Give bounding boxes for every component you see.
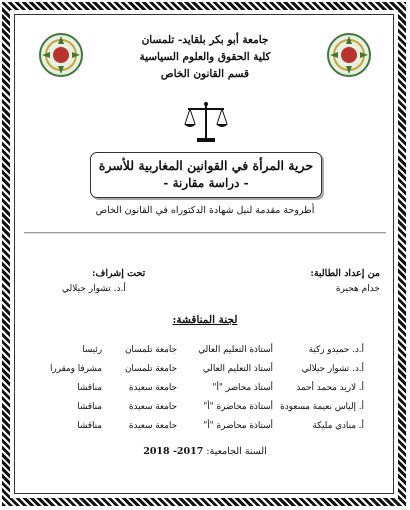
university-name: جامعة أبو بكر بلقايد- تلمسان <box>141 34 269 46</box>
thesis-subtitle: - دراسة مقارنة - <box>163 176 249 190</box>
member-rank: أستاذ التعليم العالي <box>202 364 273 374</box>
member-university: جامعة سعيدة <box>128 421 177 431</box>
committee-row <box>0 402 410 418</box>
member-rank: أستاذة محاضرة "أ" <box>203 402 273 412</box>
member-name: أ. لاريد محمد أحمد <box>296 383 364 393</box>
member-university: جامعة سعيدة <box>128 383 177 393</box>
member-rank: أستاذة التعليم العالي <box>198 345 273 355</box>
supervisor-name: أ.د. تشوار جيلالي <box>62 284 126 294</box>
department-name: قسم القانون الخاص <box>160 68 250 80</box>
committee-row <box>0 421 410 437</box>
member-name: أ.د. تشوار جيلالي <box>301 364 364 374</box>
academic-year-value: 2017- 2018 <box>143 446 204 457</box>
student-name: خدام هجيرة <box>335 284 380 294</box>
scales-of-justice-icon <box>183 100 229 144</box>
member-role: مناقشا <box>77 383 102 393</box>
committee-row <box>0 345 410 361</box>
member-rank: أستاذة محاضرة "أ" <box>203 421 273 431</box>
committee-row <box>0 383 410 399</box>
member-role: مناقشا <box>77 402 102 412</box>
thesis-title-box <box>90 152 322 198</box>
academic-year-label: السنة الجامعية: <box>206 446 267 457</box>
committee-title: لجنة المناقشة: <box>172 314 238 326</box>
member-name: أ. منادي مليكة <box>312 421 364 431</box>
member-name: أ. إلياس نعيمة مسعودة <box>280 402 364 412</box>
student-label: من إعداد الطالبة: <box>310 268 380 279</box>
member-role: مناقشا <box>77 421 102 431</box>
thesis-title: حرية المرأة في القوانين المغاربية للأسرة <box>98 158 314 173</box>
member-university: جامعة تلمسان <box>124 364 177 374</box>
thesis-statement: أطروحة مقدمة لنيل شهادة الدكتوراه في القانون الخاص <box>95 205 315 216</box>
committee-row <box>0 364 410 380</box>
academic-year <box>0 446 410 457</box>
header-block <box>0 32 410 83</box>
member-name: أ.د. حميدو زكية <box>308 345 364 355</box>
member-university: جامعة سعيدة <box>128 402 177 412</box>
member-role: مشرفا ومقررا <box>49 364 102 374</box>
member-rank: أستاذ محاضر "أ" <box>212 383 273 393</box>
member-university: جامعة تلمسان <box>124 345 177 355</box>
separator-line <box>24 232 386 233</box>
faculty-name: كلية الحقوق والعلوم السياسية <box>139 51 271 63</box>
supervisor-label: تحت إشراف: <box>92 268 146 279</box>
member-role: رئيسا <box>82 345 102 355</box>
